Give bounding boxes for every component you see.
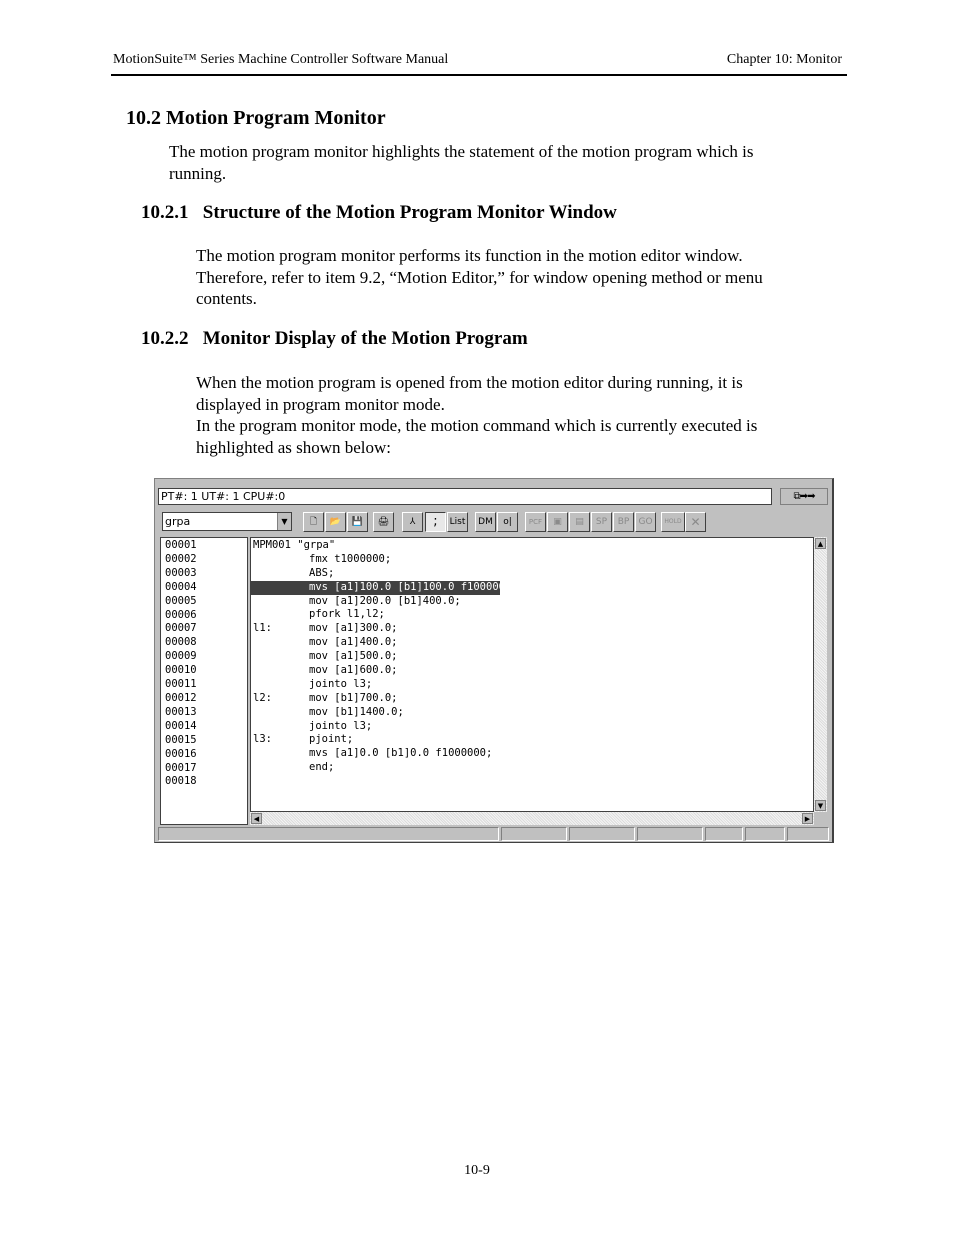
status-pane bbox=[745, 827, 785, 841]
open-folder-icon[interactable]: 📂 bbox=[325, 512, 346, 532]
line-number: 00015 bbox=[165, 733, 197, 746]
status-pane bbox=[787, 827, 829, 841]
line-number: 00012 bbox=[165, 691, 197, 704]
code-line bbox=[251, 650, 813, 664]
status-pane bbox=[637, 827, 703, 841]
scroll-left-icon[interactable]: ◀ bbox=[251, 813, 262, 824]
line-number: 00008 bbox=[165, 636, 197, 649]
subsection-2-body bbox=[196, 372, 757, 458]
code-line bbox=[251, 761, 813, 775]
code-line bbox=[251, 664, 813, 678]
code-statement: mov [a1]400.0; bbox=[309, 636, 398, 649]
code-statement: fmx t1000000; bbox=[309, 552, 392, 565]
code-statement: pjoint; bbox=[309, 733, 354, 746]
code-line bbox=[251, 539, 813, 553]
subsection-1-title: 10.2.1 Structure of the Motion Program Monitor Window bbox=[141, 202, 617, 223]
io-button[interactable]: o| bbox=[497, 512, 518, 532]
body-line: The motion program monitor performs its function in the motion editor window. bbox=[196, 246, 743, 265]
code-line bbox=[251, 636, 813, 650]
status-pane bbox=[569, 827, 635, 841]
print-icon[interactable]: 🖨 bbox=[373, 512, 394, 532]
new-file-icon[interactable]: 🗋 bbox=[303, 512, 324, 532]
stop-icon[interactable]: ✕ bbox=[685, 512, 706, 532]
code-statement: mvs [a1]0.0 [b1]0.0 f1000000; bbox=[309, 747, 493, 760]
code-line bbox=[251, 733, 813, 747]
step-in-icon[interactable]: ▣ bbox=[547, 512, 568, 532]
code-statement: jointo l3; bbox=[309, 719, 373, 732]
intro-line: The motion program monitor highlights the statement of the motion program which is bbox=[169, 142, 754, 161]
status-pane bbox=[705, 827, 743, 841]
save-icon[interactable]: 💾 bbox=[347, 512, 368, 532]
scroll-right-icon[interactable]: ▶ bbox=[802, 813, 813, 824]
status-pane bbox=[501, 827, 567, 841]
code-statement: jointo l3; bbox=[309, 677, 373, 690]
line-number: 00004 bbox=[165, 580, 197, 593]
line-number: 00017 bbox=[165, 761, 197, 774]
horizontal-scrollbar[interactable] bbox=[250, 812, 814, 825]
window-status-bar: PT#: 1 UT#: 1 CPU#:0 bbox=[158, 488, 772, 505]
vertical-scrollbar[interactable] bbox=[814, 537, 827, 812]
line-number: 00003 bbox=[165, 566, 197, 579]
code-statement: mov [b1]1400.0; bbox=[309, 705, 404, 718]
sp-button[interactable]: SP bbox=[591, 512, 612, 532]
chevron-down-icon[interactable]: ▼ bbox=[277, 513, 291, 530]
line-number: 00018 bbox=[165, 775, 197, 788]
code-line bbox=[251, 678, 813, 692]
body-line: Therefore, refer to item 9.2, “Motion Editor,” for window opening method or menu bbox=[196, 267, 763, 287]
group-select-value: grpa bbox=[165, 515, 191, 528]
line-number-pane bbox=[160, 537, 248, 825]
code-line bbox=[251, 553, 813, 567]
code-line bbox=[251, 692, 813, 706]
code-label: MPM001 "grpa" bbox=[253, 539, 336, 551]
line-number: 00007 bbox=[165, 622, 197, 635]
code-statement: mov [a1]300.0; bbox=[309, 622, 398, 635]
subsection-2-title: 10.2.2 Monitor Display of the Motion Program bbox=[141, 328, 528, 349]
line-number: 00016 bbox=[165, 747, 197, 760]
code-label: l1: bbox=[253, 622, 272, 635]
page-number: 10-9 bbox=[464, 1163, 490, 1178]
code-editor[interactable] bbox=[250, 537, 814, 812]
code-statement: mov [a1]600.0; bbox=[309, 664, 398, 677]
code-statement: mov [b1]700.0; bbox=[309, 691, 398, 704]
code-line bbox=[251, 706, 813, 720]
line-number: 00005 bbox=[165, 594, 197, 607]
statement-toggle-button[interactable]: ; bbox=[425, 512, 446, 532]
code-line bbox=[251, 622, 813, 636]
line-number: 00006 bbox=[165, 608, 197, 621]
body-line: In the program monitor mode, the motion command which is currently executed is bbox=[196, 416, 758, 435]
dm-button[interactable]: DM bbox=[475, 512, 496, 532]
code-line bbox=[251, 595, 813, 609]
page-header-right: Chapter 10: Monitor bbox=[726, 52, 842, 67]
scroll-up-icon[interactable]: ▲ bbox=[815, 538, 826, 549]
code-statement: ABS; bbox=[309, 566, 335, 579]
motion-editor-window bbox=[154, 478, 834, 843]
code-statement: mov [a1]200.0 [b1]400.0; bbox=[309, 594, 461, 607]
pcf-button[interactable]: PCF bbox=[525, 512, 546, 532]
bp-button[interactable]: BP bbox=[613, 512, 634, 532]
status-pane bbox=[158, 827, 499, 841]
group-select[interactable] bbox=[162, 512, 292, 531]
code-statement: pfork l1,l2; bbox=[309, 608, 385, 621]
header-rule bbox=[111, 74, 847, 76]
highlighted-code-line bbox=[251, 580, 518, 595]
line-number: 00002 bbox=[165, 552, 197, 565]
code-line bbox=[251, 747, 813, 761]
code-statement: mov [a1]500.0; bbox=[309, 650, 398, 663]
window-arrow-buttons[interactable]: ⧉➡➡ bbox=[780, 488, 828, 505]
subsection-1-body bbox=[196, 245, 763, 310]
body-line: contents. bbox=[196, 289, 257, 308]
section-title: 10.2 Motion Program Monitor bbox=[126, 107, 386, 129]
body-line: When the motion program is opened from the motion editor during running, it is bbox=[196, 373, 743, 392]
line-number: 00010 bbox=[165, 664, 197, 677]
search-icon[interactable]: ⅄ bbox=[402, 512, 423, 532]
body-line: highlighted as shown below: bbox=[196, 437, 392, 457]
line-number: 00014 bbox=[165, 719, 197, 732]
line-number: 00013 bbox=[165, 705, 197, 718]
intro-line: running. bbox=[169, 163, 227, 183]
code-label: l3: bbox=[253, 733, 272, 746]
list-button[interactable]: List bbox=[447, 512, 468, 532]
page-header-left: MotionSuite™ Series Machine Controller Software Manual bbox=[113, 52, 449, 67]
step-over-icon[interactable]: ▤ bbox=[569, 512, 590, 532]
line-number: 00009 bbox=[165, 650, 197, 663]
body-line: displayed in program monitor mode. bbox=[196, 394, 445, 414]
code-line bbox=[251, 608, 813, 622]
code-statement: end; bbox=[309, 761, 335, 774]
scroll-down-icon[interactable]: ▼ bbox=[815, 800, 826, 811]
line-number: 00011 bbox=[165, 678, 197, 691]
section-intro bbox=[169, 141, 754, 184]
hold-button[interactable]: HOLD bbox=[661, 512, 685, 532]
code-line bbox=[251, 720, 813, 734]
code-label: l2: bbox=[253, 691, 272, 704]
code-statement: mvs [a1]100.0 [b1]100.0 f1000000; bbox=[309, 580, 518, 593]
line-number: 00001 bbox=[165, 539, 197, 551]
code-line bbox=[251, 567, 813, 581]
go-button[interactable]: GO bbox=[635, 512, 656, 532]
